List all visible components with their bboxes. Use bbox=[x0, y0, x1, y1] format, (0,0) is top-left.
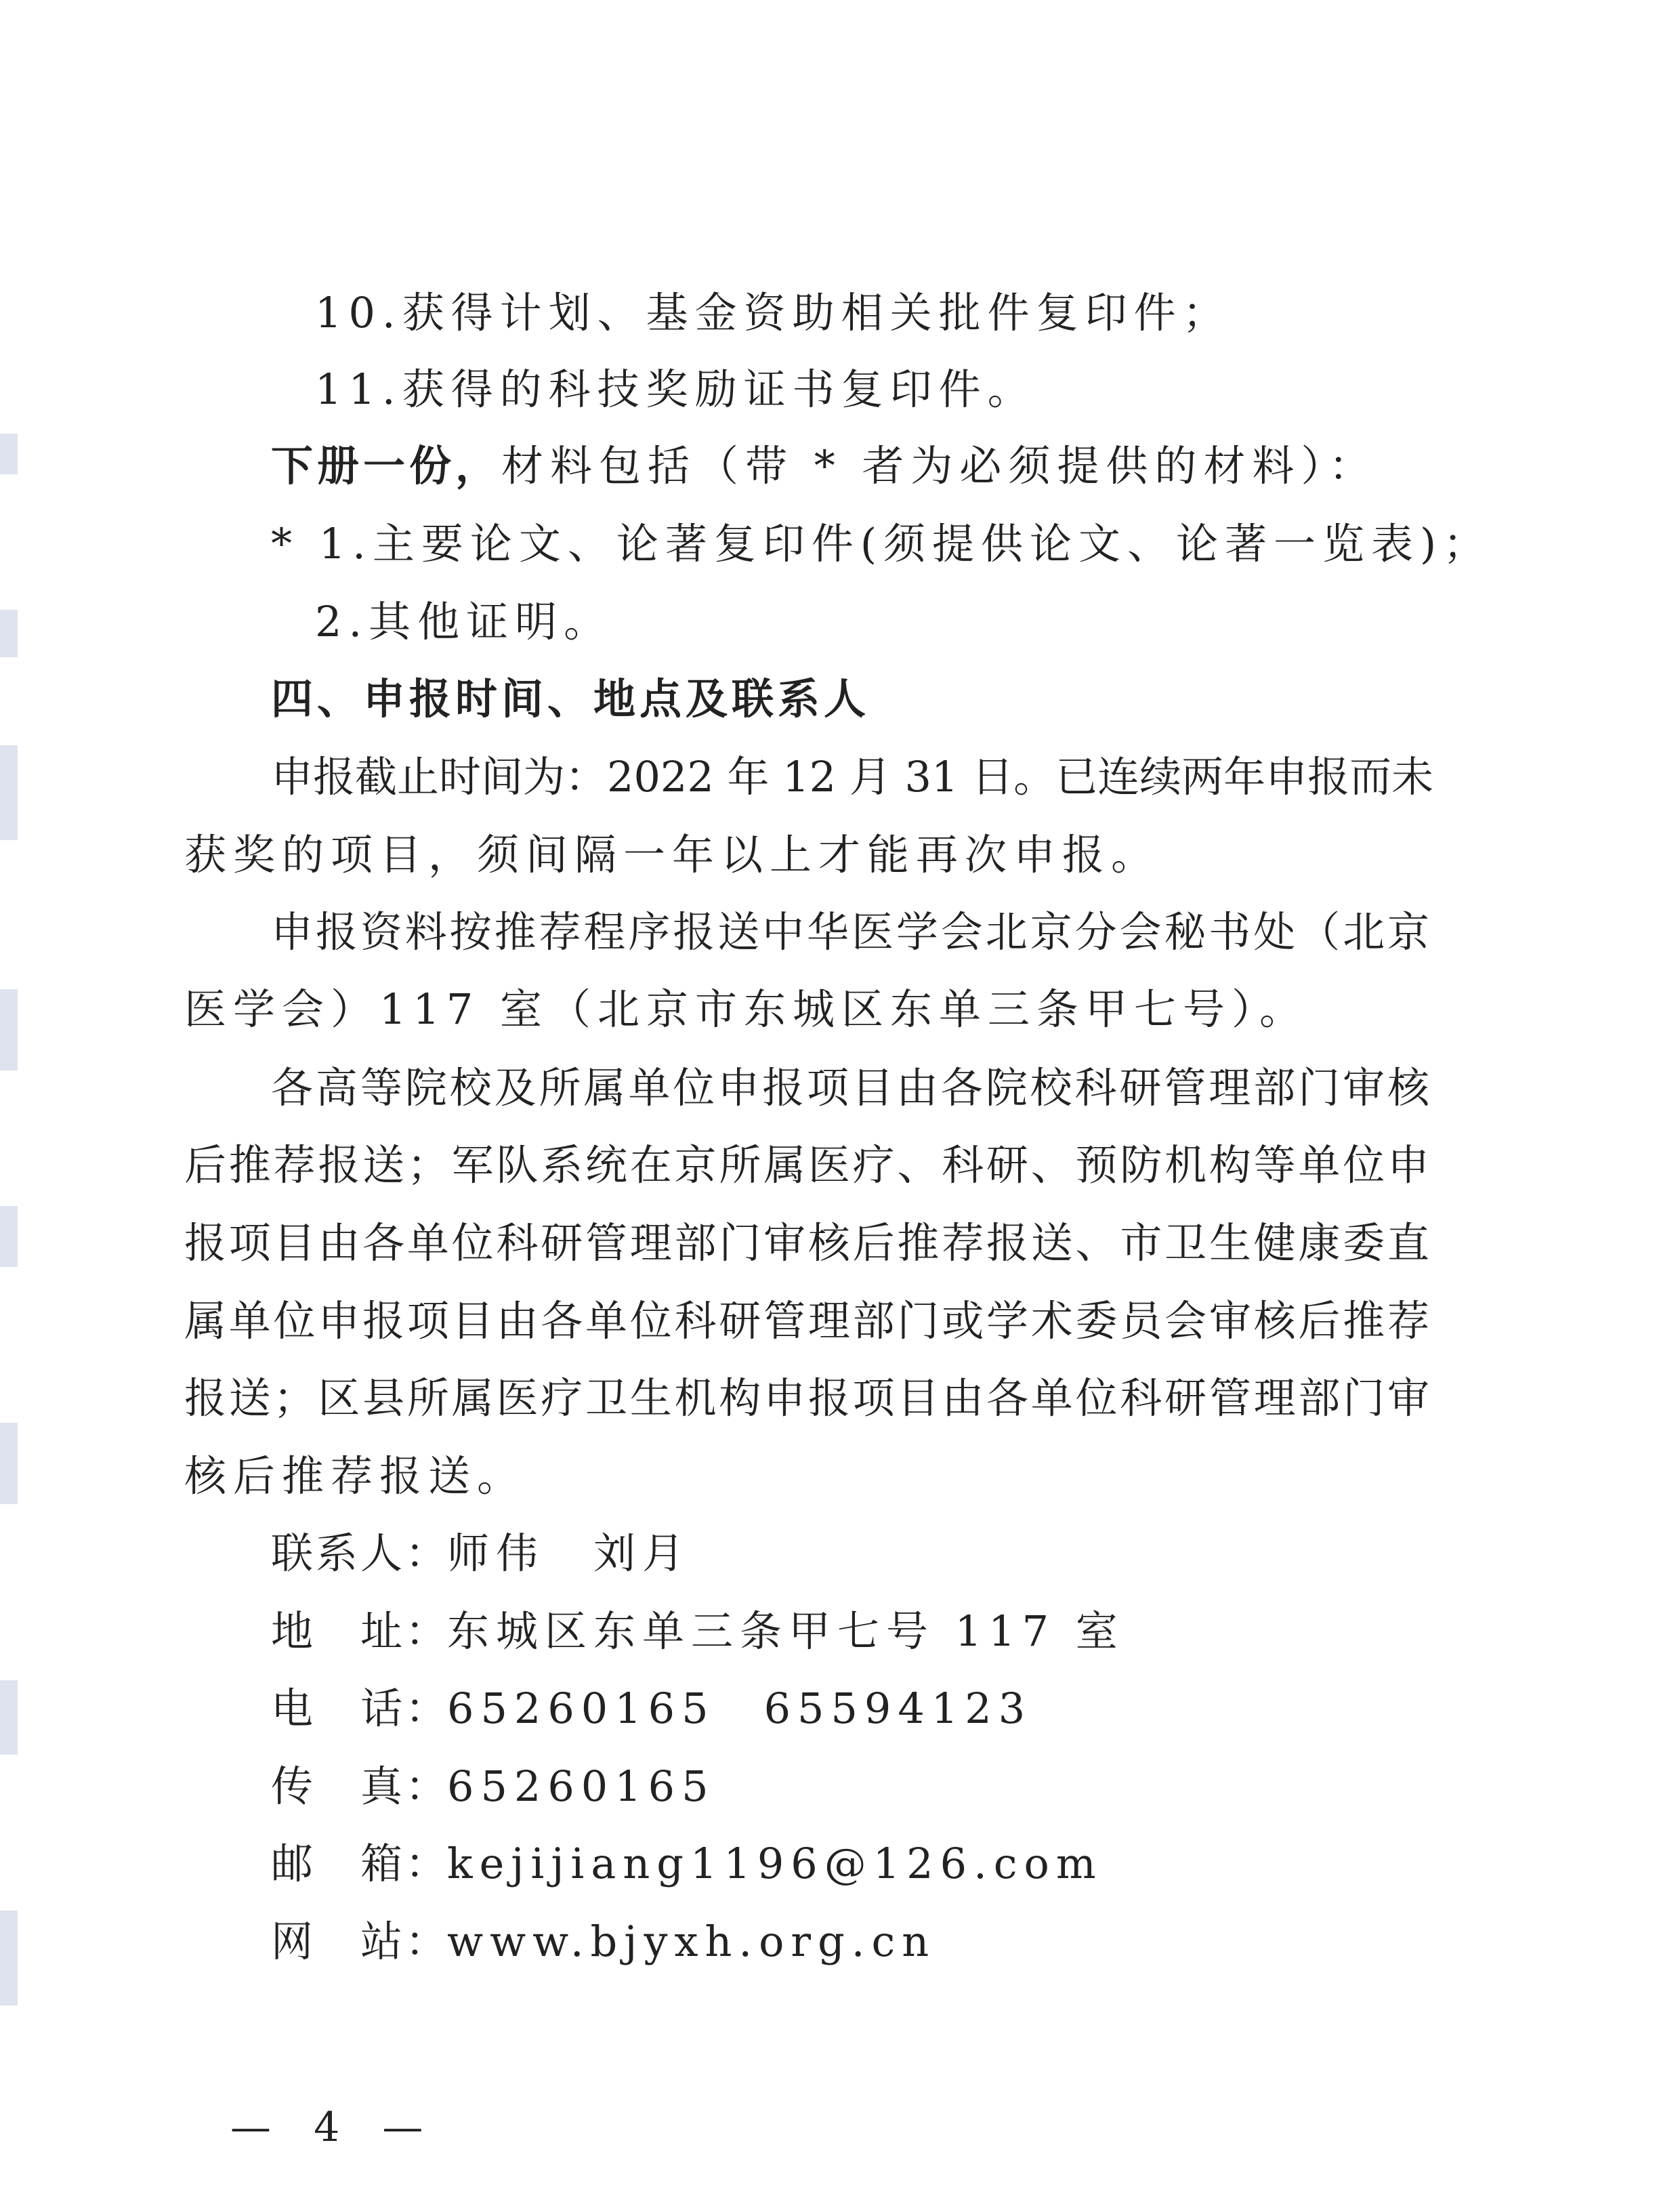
contact-website bbox=[271, 1915, 936, 1969]
list-item-11: 11.获得的科技奖励证书复印件。 bbox=[315, 364, 1036, 414]
scan-edge-mark bbox=[0, 989, 18, 1070]
contact-address bbox=[271, 1604, 1125, 1659]
paragraph-line: 各高等院校及所属单位申报项目由各院校科研管理部门审核 bbox=[271, 1063, 1429, 1112]
scan-edge-mark bbox=[0, 1911, 18, 2005]
contact-fax bbox=[271, 1759, 715, 1814]
volume-two-heading-rest: 材料包括（带 * 者为必须提供的材料）： bbox=[501, 441, 1378, 491]
paragraph-line: 报送；区县所属医疗卫生机构申报项目由各单位科研管理部门审 bbox=[184, 1373, 1429, 1423]
contact-website-label: 网 站： bbox=[271, 1917, 447, 1966]
paragraph-line: 后推荐报送；军队系统在京所属医疗、科研、预防机构等单位申 bbox=[184, 1140, 1429, 1190]
contact-person bbox=[271, 1526, 691, 1581]
paragraph-line: 属单位申报项目由各单位科研管理部门或学术委员会审核后推荐 bbox=[184, 1296, 1429, 1346]
contact-address-value: 东城区东单三条甲七号 117 室 bbox=[447, 1606, 1125, 1656]
contact-phone-value: 65260165 65594123 bbox=[447, 1684, 1032, 1733]
paragraph-line: 申报资料按推荐程序报送中华医学会北京分会秘书处（北京 bbox=[271, 907, 1429, 957]
paragraph-line: 报项目由各单位科研管理部门审核后推荐报送、市卫生健康委直 bbox=[184, 1218, 1429, 1268]
volume-two-item-1: * 1.主要论文、论著复印件(须提供论文、论著一览表)； bbox=[271, 519, 1492, 568]
section-heading: 四、申报时间、地点及联系人 bbox=[271, 674, 870, 724]
contact-person-label: 联系人： bbox=[271, 1528, 447, 1578]
scan-edge-mark bbox=[0, 610, 18, 657]
scan-edge-mark bbox=[0, 1680, 18, 1755]
volume-two-item-2: 2.其他证明。 bbox=[315, 597, 613, 646]
scan-edge-mark bbox=[0, 1206, 18, 1267]
contact-email-value: kejijiang1196@126.com bbox=[447, 1839, 1103, 1888]
scan-edge-mark bbox=[0, 745, 18, 840]
contact-email bbox=[271, 1837, 1103, 1891]
contact-fax-label: 传 真： bbox=[271, 1762, 447, 1811]
contact-address-label: 地 址： bbox=[271, 1606, 447, 1656]
contact-phone bbox=[271, 1682, 1032, 1736]
scan-edge-mark bbox=[0, 434, 18, 474]
paragraph-line: 医学会）117 室（北京市东城区东单三条甲七号）。 bbox=[184, 984, 1309, 1034]
paragraph-line: 申报截止时间为：2022 年 12 月 31 日。已连续两年申报而未 bbox=[271, 752, 1434, 801]
paragraph-line: 获奖的项目，须间隔一年以上才能再次申报。 bbox=[184, 830, 1160, 879]
contact-phone-label: 电 话： bbox=[271, 1684, 447, 1733]
scan-edge-mark bbox=[0, 1423, 18, 1504]
list-item-10: 10.获得计划、基金资助相关批件复印件； bbox=[315, 288, 1232, 337]
volume-two-heading: 下册一份， bbox=[271, 441, 502, 491]
contact-email-label: 邮 箱： bbox=[271, 1839, 447, 1888]
contact-person-value: 师伟 刘月 bbox=[447, 1528, 692, 1578]
paragraph-line: 核后推荐报送。 bbox=[184, 1451, 526, 1501]
page-number: — 4 — bbox=[230, 2104, 438, 2151]
volume-two-line bbox=[271, 439, 1377, 493]
contact-website-value: www.bjyxh.org.cn bbox=[447, 1917, 936, 1966]
contact-fax-value: 65260165 bbox=[447, 1762, 715, 1811]
